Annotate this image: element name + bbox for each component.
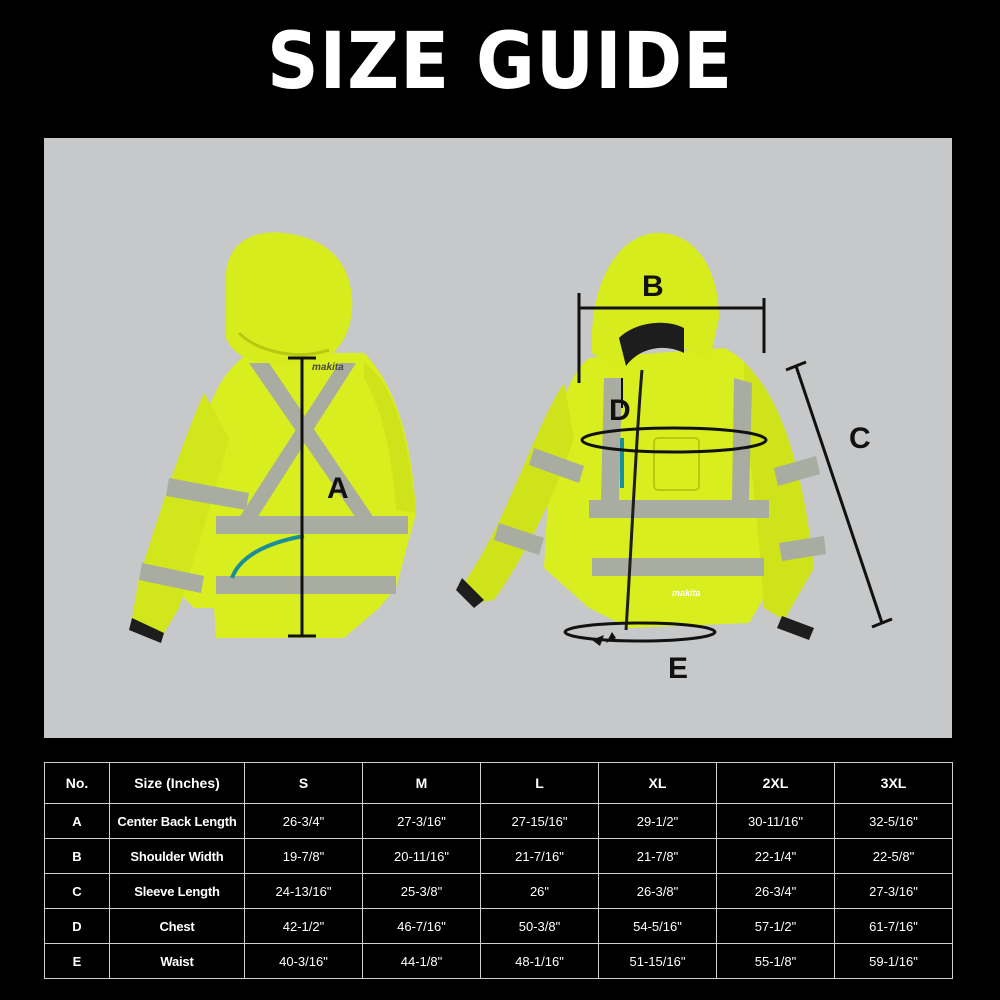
cell-value: 57-1/2" [717, 909, 835, 944]
cell-value: 40-3/16" [245, 944, 363, 979]
cell-value: 54-5/16" [599, 909, 717, 944]
table-row [45, 944, 953, 979]
cell-value: 22-5/8" [835, 839, 953, 874]
row-letter: D [45, 909, 110, 944]
row-measurement: Sleeve Length [110, 874, 245, 909]
cell-value: 32-5/16" [835, 804, 953, 839]
table-row [45, 839, 953, 874]
cell-value: 21-7/8" [599, 839, 717, 874]
jacket-back-hood [226, 232, 352, 366]
label-d: D [609, 394, 631, 427]
cell-value: 20-11/16" [363, 839, 481, 874]
page-title: SIZE GUIDE [266, 17, 734, 107]
row-letter: C [45, 874, 110, 909]
cell-value: 26-3/4" [717, 874, 835, 909]
header-size: Size (Inches) [110, 763, 245, 804]
row-measurement: Shoulder Width [110, 839, 245, 874]
label-a: A [327, 472, 349, 505]
label-e: E [668, 652, 689, 685]
table-row [45, 874, 953, 909]
header-s: S [245, 763, 363, 804]
header-3xl: 3XL [835, 763, 953, 804]
cell-value: 26-3/8" [599, 874, 717, 909]
cell-value: 26-3/4" [245, 804, 363, 839]
cell-value: 27-3/16" [363, 804, 481, 839]
logo-front: makita [672, 588, 701, 598]
cell-value: 59-1/16" [835, 944, 953, 979]
table-row [45, 909, 953, 944]
cell-value: 48-1/16" [481, 944, 599, 979]
row-letter: E [45, 944, 110, 979]
cell-value: 61-7/16" [835, 909, 953, 944]
jacket-front-view [456, 233, 892, 685]
row-measurement: Chest [110, 909, 245, 944]
label-c: C [849, 422, 871, 455]
header-2xl: 2XL [717, 763, 835, 804]
cell-value: 22-1/4" [717, 839, 835, 874]
row-measurement: Waist [110, 944, 245, 979]
header-m: M [363, 763, 481, 804]
row-letter: A [45, 804, 110, 839]
cell-value: 29-1/2" [599, 804, 717, 839]
cell-value: 44-1/8" [363, 944, 481, 979]
cell-value: 55-1/8" [717, 944, 835, 979]
cell-value: 24-13/16" [245, 874, 363, 909]
cell-value: 21-7/16" [481, 839, 599, 874]
row-letter: B [45, 839, 110, 874]
header-no: No. [45, 763, 110, 804]
cell-value: 27-3/16" [835, 874, 953, 909]
cell-value: 27-15/16" [481, 804, 599, 839]
jacket-back-view [129, 232, 416, 643]
table-row [45, 804, 953, 839]
cell-value: 19-7/8" [245, 839, 363, 874]
jacket-diagram-panel [44, 138, 952, 738]
cell-value: 46-7/16" [363, 909, 481, 944]
cell-value: 25-3/8" [363, 874, 481, 909]
row-measurement: Center Back Length [110, 804, 245, 839]
cell-value: 30-11/16" [717, 804, 835, 839]
cell-value: 51-15/16" [599, 944, 717, 979]
size-table [44, 762, 953, 979]
jacket-diagram [44, 138, 952, 738]
header-xl: XL [599, 763, 717, 804]
cell-value: 26" [481, 874, 599, 909]
cell-value: 50-3/8" [481, 909, 599, 944]
header-l: L [481, 763, 599, 804]
logo-back: makita [312, 362, 344, 373]
table-header-row [45, 763, 953, 804]
cell-value: 42-1/2" [245, 909, 363, 944]
label-b: B [642, 270, 664, 303]
